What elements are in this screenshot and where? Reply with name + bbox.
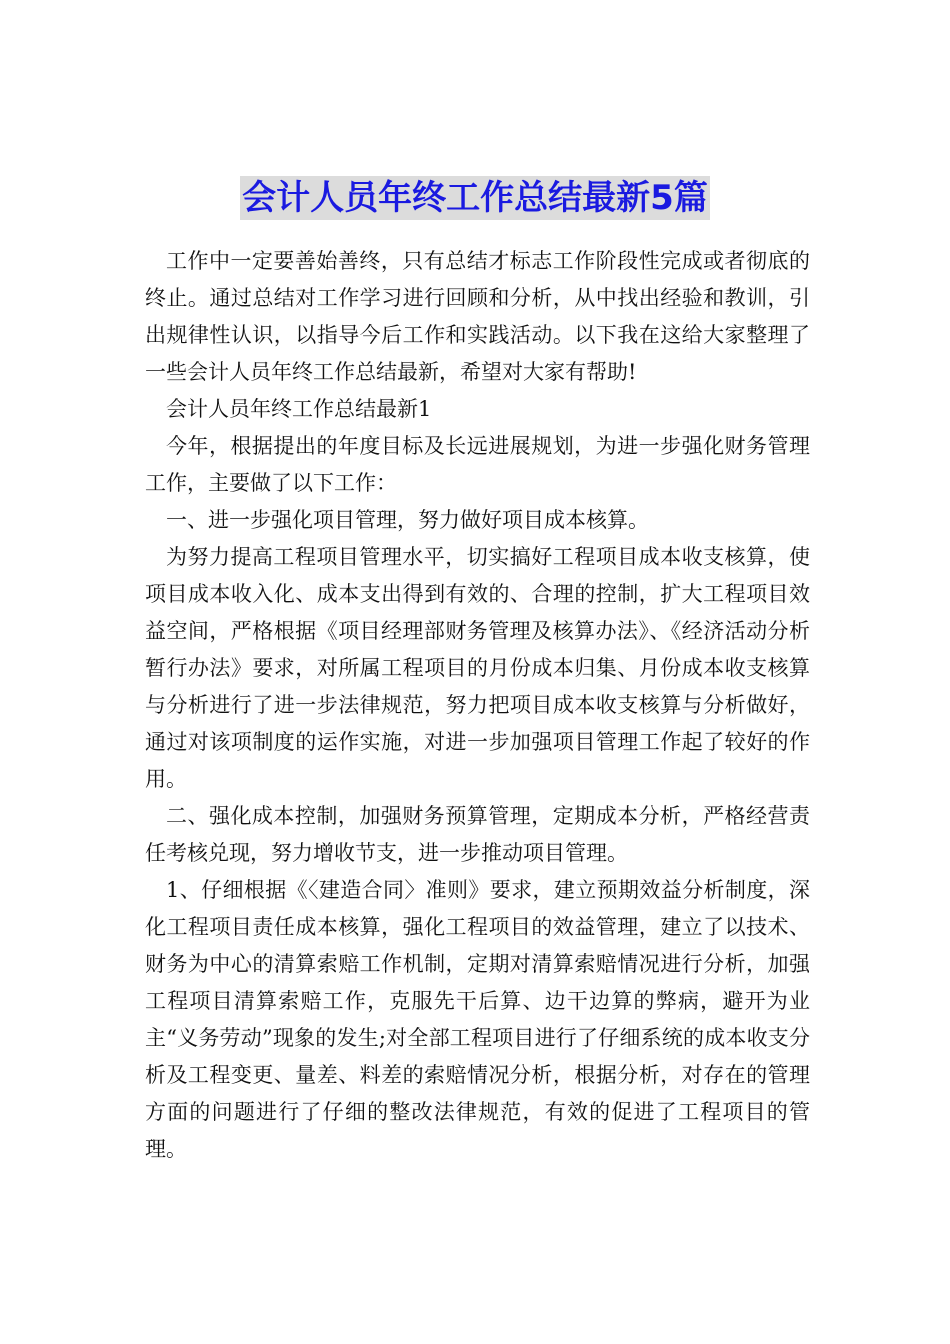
title-container [0, 176, 950, 220]
subsection-heading: 一、进一步强化项目管理，努力做好项目成本核算。 [166, 508, 649, 532]
intro-paragraph: 工作中一定要善始善终，只有总结才标志工作阶段性完成或者彻底的终止。通过总结对工作学习进行回顾和分析，从中找出经验和教训，引出规律性认识，以指导今后工作和实践活动。以下我在这给大家整理了一些会计人员年终工作总结最新，希望对大家有帮助! [145, 249, 810, 384]
body-paragraph: 为努力提高工程项目管理水平，切实搞好工程项目成本收支核算，使项目成本收入化、成本支出得到有效的、合理的控制，扩大工程项目效益空间，严格根据《项目经理部财务管理及核算办法》、《经济活动分析暂行办法》要求，对所属工程项目的月份成本归集、月份成本收支核算与分析进行了进一步法律规范，努力把项目成本收支核算与分析做好，通过对该项制度的运作实施，对进一步加强项目管理工作起了较好的作用。 [145, 545, 810, 791]
section-heading: 会计人员年终工作总结最新1 [166, 397, 432, 421]
subsection-heading: 二、强化成本控制，加强财务预算管理，定期成本分析，严格经营责任考核兑现，努力增收节支，进一步推动项目管理。 [145, 804, 810, 865]
body-paragraph: 今年，根据提出的年度目标及长远进展规划，为进一步强化财务管理工作，主要做了以下工作： [145, 434, 810, 495]
document-body [145, 243, 810, 1168]
body-paragraph: 1、仔细根据《〈建造合同〉准则》要求，建立预期效益分析制度，深化工程项目责任成本核算，强化工程项目的效益管理，建立了以技术、财务为中心的清算索赔工作机制，定期对清算索赔情况进行分析，加强工程项目清算索赔工作，克服先干后算、边干边算的弊病，避开为业主“义务劳动”现象的发生;对全部工程项目进行了仔细系统的成本收支分析及工程变更、量差、料差的索赔情况分析，根据分析，对存在的管理方面的问题进行了仔细的整改法律规范，有效的促进了工程项目的管理。 [145, 878, 810, 1161]
document-title: 会计人员年终工作总结最新5篇 [242, 178, 708, 218]
